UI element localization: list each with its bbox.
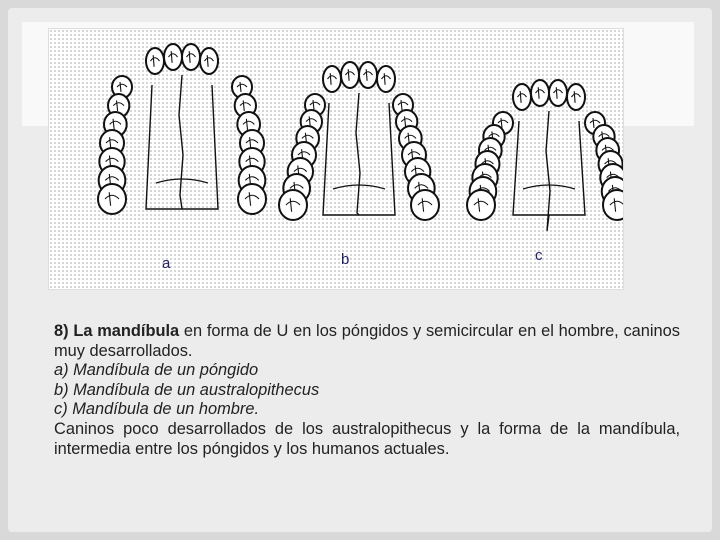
jaw-comparison-figure [48,28,624,290]
caption-conclusion: Caninos poco desarrollados de los australopithecus y la forma de la mandíbula, intermedia entre los póngidos y los humanos actuales. [54,419,680,458]
label-b: b [341,251,350,268]
mandible-b [279,62,439,220]
caption-heading [54,322,680,361]
caption-item-b: b) Mandíbula de un australopithecus [54,380,320,399]
caption-item-c: c) Mandíbula de un hombre. [54,400,260,419]
caption-item-a: a) Mandíbula de un póngido [54,361,259,380]
mandible-c [467,80,623,231]
label-c: c [535,247,543,264]
caption-heading-bold: 8) La mandíbula [54,322,180,340]
caption-heading-rest: en forma de U en los póngidos y semicircular en el hombre, caninos muy desarrollados. [54,322,680,360]
label-a: a [162,255,171,272]
caption [54,322,680,459]
mandible-a [98,44,266,214]
